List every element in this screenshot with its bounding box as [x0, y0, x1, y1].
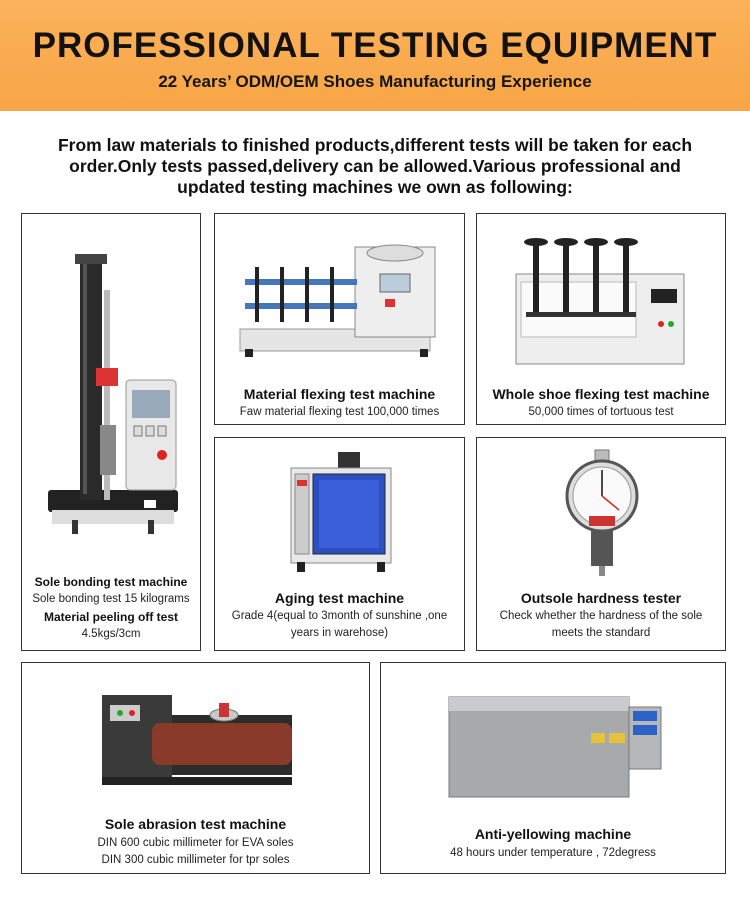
machine-title: Outsole hardness tester: [520, 590, 682, 606]
machine-title-secondary: Material peeling off test: [43, 610, 179, 624]
machine-title: Aging test machine: [274, 590, 405, 606]
machine-card-whole-shoe-flexing: [476, 213, 726, 425]
machine-card-hardness: [476, 437, 726, 651]
header-banner: [0, 0, 750, 111]
anti-yellowing-box-icon: [441, 691, 666, 806]
tensile-tester-icon: [42, 250, 182, 550]
machine-card-sole-bonding: [21, 213, 201, 651]
abrasion-drum-icon: [92, 685, 302, 790]
machine-desc: Sole bonding test 15 kilograms: [32, 593, 190, 605]
machine-title: Whole shoe flexing test machine: [492, 386, 710, 402]
machine-card-abrasion: [21, 662, 370, 874]
machine-card-anti-yellowing: [380, 662, 726, 874]
aging-oven-icon: [283, 450, 398, 575]
machine-desc: Faw material flexing test 100,000 times: [239, 406, 440, 418]
machine-desc-secondary: 4.5kgs/3cm: [81, 628, 141, 640]
machine-title: Sole bonding test machine: [34, 575, 188, 589]
machine-desc: 50,000 times of tortuous test: [528, 406, 674, 418]
machine-card-aging: [214, 437, 465, 651]
machine-desc: Grade 4(equal to 3month of sunshine ,one years in warehose): [231, 610, 448, 639]
machine-title: Anti-yellowing machine: [474, 826, 632, 842]
machine-title: Material flexing test machine: [243, 386, 436, 402]
durometer-icon: [561, 448, 643, 578]
machine-card-material-flexing: [214, 213, 465, 425]
page-subtitle: 22 Years’ ODM/OEM Shoes Manufacturing Experience: [158, 72, 592, 91]
machine-desc: 48 hours under temperature , 72degress: [450, 847, 656, 859]
machine-desc-secondary: DIN 300 cubic millimeter for tpr soles: [101, 854, 290, 866]
machine-desc: Check whether the hardness of the sole meets the standard: [499, 610, 703, 639]
machine-title: Sole abrasion test machine: [104, 816, 287, 832]
machine-desc: DIN 600 cubic millimeter for EVA soles: [97, 837, 294, 849]
material-flexing-machine-icon: [235, 239, 445, 364]
intro-text: From law materials to finished products,different tests will be taken for each order.Only tests passed,delivery can be allowed.Various professional and updated testing machines we own as following:: [57, 135, 693, 197]
page-title: PROFESSIONAL TESTING EQUIPMENT: [32, 26, 718, 65]
shoe-flexing-machine-icon: [511, 234, 691, 374]
